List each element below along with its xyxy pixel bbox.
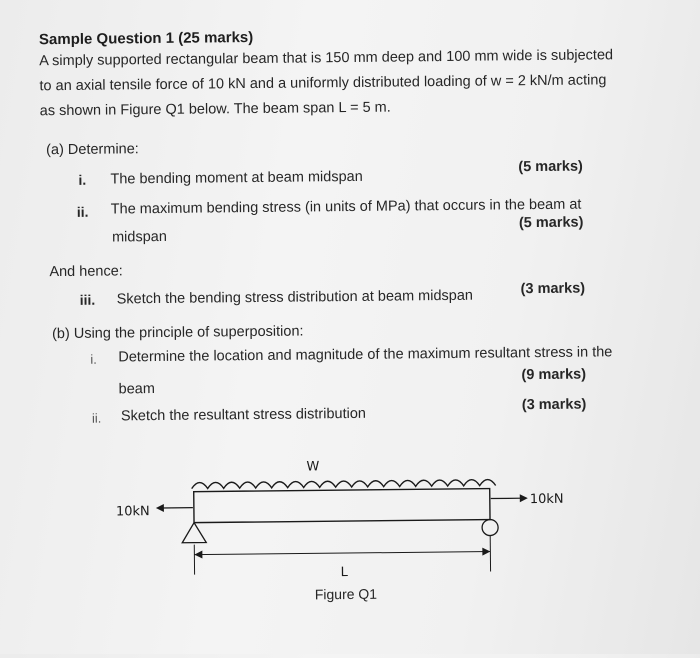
left-force-label: 10kN xyxy=(116,504,150,519)
span-label: L xyxy=(340,565,348,580)
figure-q1 xyxy=(101,442,623,627)
pin-support-icon xyxy=(182,523,206,543)
item-a-iii-text: Sketch the bending stress distribution at beam midspan xyxy=(117,287,473,309)
and-hence: And hence: xyxy=(49,262,123,281)
roller-support-icon xyxy=(482,519,498,535)
span-left-arrowhead-icon xyxy=(194,551,202,559)
item-b-i-number: i. xyxy=(90,351,97,369)
item-a-iii-marks: (3 marks) xyxy=(521,280,586,299)
item-b-i-text-1: Determine the location and magnitude of the maximum resultant stress in the xyxy=(118,343,612,366)
item-a-ii-text-2: midspan xyxy=(112,228,167,247)
part-b-heading: (b) Using the principle of superposition: xyxy=(52,322,304,343)
item-a-i-marks: (5 marks) xyxy=(518,158,583,177)
item-a-i-number: i. xyxy=(78,171,86,189)
span-right-arrowhead-icon xyxy=(482,548,490,556)
figure-caption: Figure Q1 xyxy=(315,586,378,603)
intro-line-3: as shown in Figure Q1 below. The beam span L = 5 m. xyxy=(40,99,391,121)
span-line xyxy=(194,552,490,555)
intro-line-1: A simply supported rectangular beam that is 150 mm deep and 100 mm wide is subjected xyxy=(39,46,613,70)
item-a-ii-marks: (5 marks) xyxy=(519,214,584,233)
item-a-ii-number: ii. xyxy=(77,203,89,221)
item-b-i-text-2: beam xyxy=(119,380,155,398)
item-b-ii-number: ii. xyxy=(92,410,102,428)
intro-line-2: to an axial tensile force of 10 kN and a uniformly distributed loading of w = 2 kN/m acting xyxy=(39,71,606,95)
right-force-label: 10kN xyxy=(530,492,564,507)
load-label: W xyxy=(306,459,319,474)
beam xyxy=(194,489,490,523)
question-title: Sample Question 1 (25 marks) xyxy=(39,29,253,49)
item-a-i-text: The bending moment at beam midspan xyxy=(110,168,362,189)
left-arrowhead-icon xyxy=(156,504,164,512)
right-arrowhead-icon xyxy=(520,494,528,502)
item-b-i-marks: (9 marks) xyxy=(521,366,586,385)
item-b-ii-text: Sketch the resultant stress distribution xyxy=(121,405,366,426)
udl-load-icon xyxy=(192,479,496,488)
item-a-ii-text-1: The maximum bending stress (in units of MPa) that occurs in the beam at xyxy=(111,196,582,219)
part-a-heading: (a) Determine: xyxy=(46,140,139,159)
item-a-iii-number: iii. xyxy=(80,291,96,309)
item-b-ii-marks: (3 marks) xyxy=(522,396,587,415)
